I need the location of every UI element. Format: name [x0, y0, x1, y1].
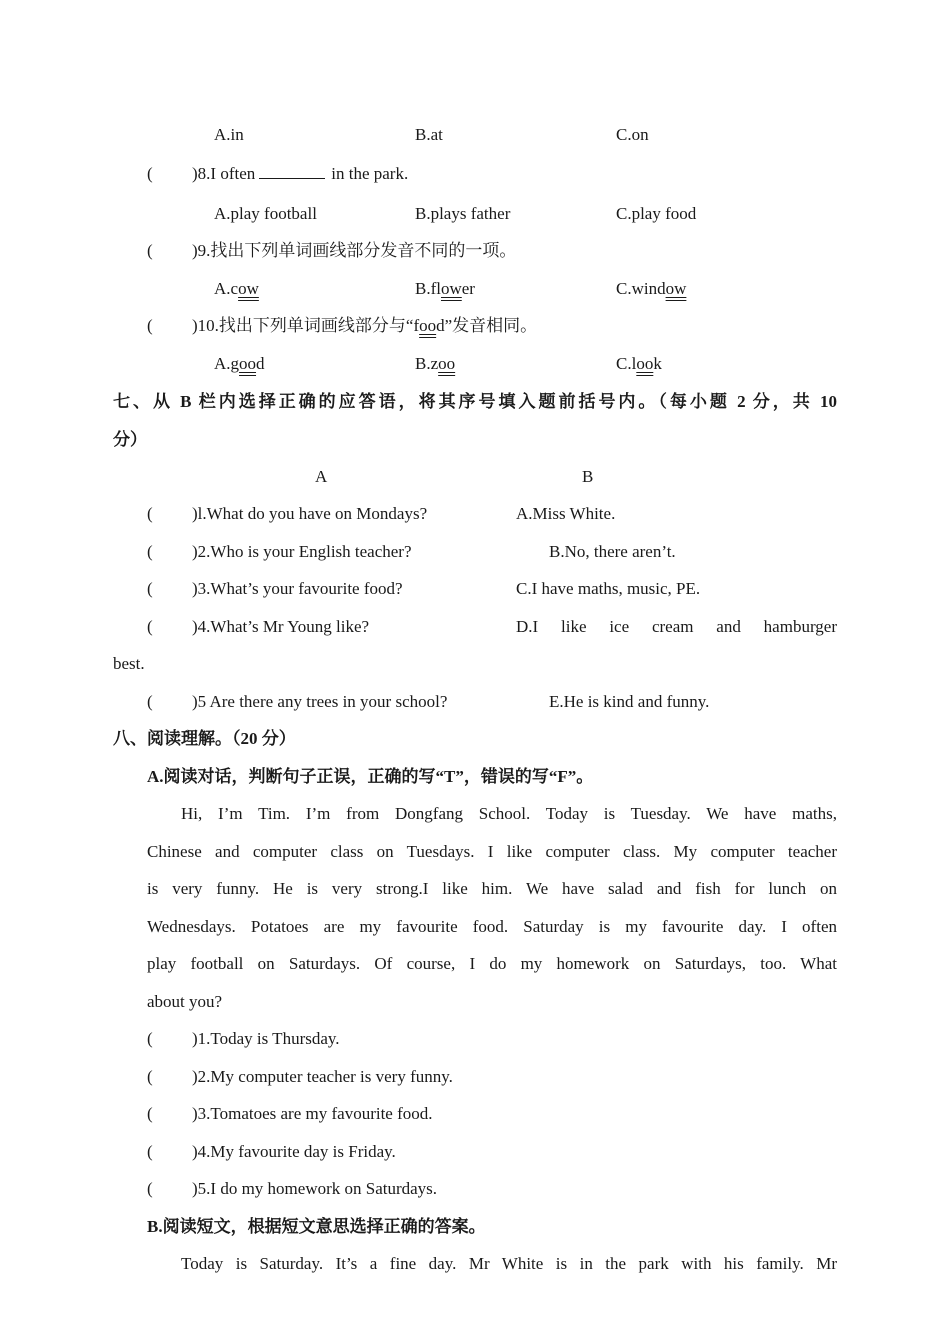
answer-paren: (: [147, 241, 153, 260]
option-b: B.at: [415, 125, 443, 144]
tf-statement: )3.Tomatoes are my favourite food.: [192, 1104, 433, 1123]
option-a: A.play football: [214, 204, 317, 223]
match-answer-cont: best.: [113, 654, 145, 673]
passage-line: Hi, I’m Tim. I’m from Dongfang School. Today is Tuesday. We have maths,: [181, 804, 837, 823]
fill-blank: [259, 164, 325, 179]
answer-paren: (: [147, 1029, 153, 1048]
answer-paren: (: [147, 542, 153, 561]
answer-paren: (: [147, 316, 153, 335]
section-8-title: 八、阅读理解。（20 分）: [113, 729, 296, 748]
part-a-instructions: A.阅读对话，判断句子正误，正确的写“T”，错误的写“F”。: [147, 767, 594, 786]
match-answer: D.I like ice cream and hamburger: [516, 617, 837, 636]
answer-paren: (: [147, 1104, 153, 1123]
match-question: )2.Who is your English teacher?: [192, 542, 412, 561]
match-question: )3.What’s your favourite food?: [192, 579, 403, 598]
option-c: C.look: [616, 354, 662, 373]
answer-paren: (: [147, 617, 153, 636]
answer-paren: (: [147, 164, 153, 183]
column-b-header: B: [582, 467, 594, 486]
answer-paren: (: [147, 579, 153, 598]
option-a: A.good: [214, 354, 265, 373]
option-b: B.plays father: [415, 204, 511, 223]
question-9: )9.找出下列单词画线部分发音不同的一项。: [192, 241, 517, 260]
answer-paren: (: [147, 504, 153, 523]
section-7-title: 七、从 B 栏内选择正确的应答语，将其序号填入题前括号内。（每小题 2 分，共 10: [113, 392, 837, 411]
tf-statement: )1.Today is Thursday.: [192, 1029, 340, 1048]
option-b: B.zoo: [415, 354, 456, 373]
answer-paren: (: [147, 692, 153, 711]
answer-paren: (: [147, 1067, 153, 1086]
tf-statement: )2.My computer teacher is very funny.: [192, 1067, 453, 1086]
match-answer: C.I have maths, music, PE.: [516, 579, 701, 598]
match-question: )l.What do you have on Mondays?: [192, 504, 428, 523]
option-c: C.on: [616, 125, 649, 144]
question-10: )10.找出下列单词画线部分与“food”发音相同。: [192, 316, 538, 335]
passage-line: is very funny. He is very strong.I like him. We have salad and fish for lunch on: [147, 879, 837, 898]
match-answer: B.No, there aren’t.: [549, 542, 676, 561]
passage-line: about you?: [147, 992, 223, 1011]
option-b: B.flower: [415, 279, 475, 298]
match-answer: E.He is kind and funny.: [549, 692, 710, 711]
match-answer: A.Miss White.: [516, 504, 616, 523]
column-a-header: A: [315, 467, 328, 486]
passage-line: Wednesdays. Potatoes are my favourite food. Saturday is my favourite day. I often: [147, 917, 837, 936]
passage-line: Chinese and computer class on Tuesdays. I like computer class. My computer teacher: [147, 842, 837, 861]
option-c: C.window: [616, 279, 687, 298]
answer-paren: (: [147, 1179, 153, 1198]
tf-statement: )4.My favourite day is Friday.: [192, 1142, 396, 1161]
part-b-instructions: B.阅读短文，根据短文意思选择正确的答案。: [147, 1217, 486, 1236]
option-c: C.play food: [616, 204, 697, 223]
match-question: )4.What’s Mr Young like?: [192, 617, 370, 636]
tf-statement: )5.I do my homework on Saturdays.: [192, 1179, 438, 1198]
match-question: )5 Are there any trees in your school?: [192, 692, 448, 711]
question-8: )8.I often in the park.: [192, 164, 409, 183]
passage-line: play football on Saturdays. Of course, I do my homework on Saturdays, too. What: [147, 954, 837, 973]
answer-paren: (: [147, 1142, 153, 1161]
option-a: A.cow: [214, 279, 259, 298]
option-a: A.in: [214, 125, 244, 144]
passage-b-line: Today is Saturday. It’s a fine day. Mr White is in the park with his family. Mr: [181, 1254, 837, 1273]
section-7-title-cont: 分）: [113, 430, 147, 449]
